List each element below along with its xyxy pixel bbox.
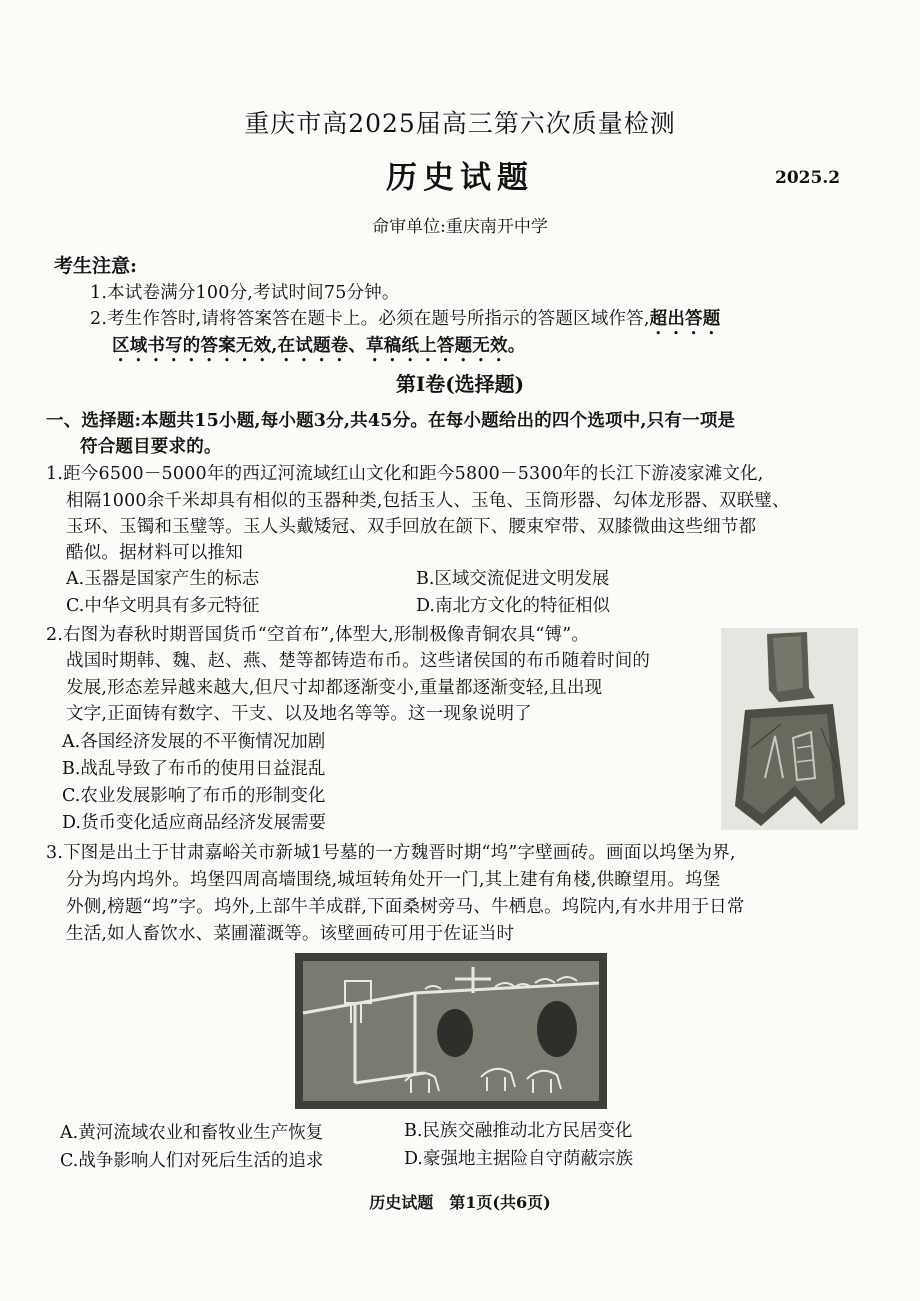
q1-stem-line-2: 相隔1000余千米却具有相似的玉器种类,包括玉人、玉龟、玉筒形器、勾体龙形器、双联璧、: [66, 491, 790, 511]
q1-option-b[interactable]: B.区域交流促进文明发展: [416, 569, 610, 589]
q1-option-d[interactable]: D.南北方文化的特征相似: [416, 596, 610, 616]
exam-date: 2025.2: [775, 168, 841, 188]
q3-stem-line-1: 3.下图是出土于甘肃嘉峪关市新城1号墓的一方魏晋时期“坞”字壁画砖。画面以坞堡为界,: [46, 843, 736, 863]
q2-stem-line-1: 2.右图为春秋时期晋国货币“空首布”,体型大,形制极像青铜农具“镈”。: [46, 625, 590, 645]
notice-item-2-text: 2.考生作答时,请将答案答在题卡上。必须在题号所指示的答题区域作答,: [90, 309, 650, 329]
q1-option-c[interactable]: C.中华文明具有多元特征: [66, 596, 260, 616]
q2-option-a[interactable]: A.各国经济发展的不平衡情况加剧: [62, 732, 326, 752]
spade-coin-image: [721, 628, 858, 830]
q1-stem-line-4: 酷似。据材料可以推知: [66, 543, 243, 563]
exam-title: 重庆市高2025届高三第六次质量检测: [244, 109, 676, 138]
q2-stem-line-3: 发展,形态差异越来越大,但尺寸却都逐渐变小,重量都逐渐变轻,且出现: [66, 678, 603, 698]
q2-option-b[interactable]: B.战乱导致了布币的使用日益混乱: [62, 759, 326, 779]
q1-option-a[interactable]: A.玉器是国家产生的标志: [66, 569, 260, 589]
q3-stem-line-3: 外侧,榜题“坞”字。坞外,上部牛羊成群,下面桑树旁马、牛栖息。坞院内,有水井用于日常: [66, 897, 745, 917]
q3-option-d[interactable]: D.豪强地主据险自守荫蔽宗族: [404, 1149, 633, 1169]
mural-brick-image: [295, 953, 607, 1109]
notice-item-1: 1.本试卷满分100分,考试时间75分钟。: [90, 283, 400, 303]
subject-title: 历史试题: [386, 160, 534, 196]
notice-heading: 考生注意:: [54, 255, 138, 277]
notice-item-2-cont: 区域书写的答案无效,在试题卷、草稿纸上答题无效。: [112, 336, 526, 356]
q3-stem-line-4: 生活,如人畜饮水、菜圃灌溉等。该壁画砖可用于佐证当时: [66, 924, 515, 944]
q2-stem-line-4: 文字,正面铸有数字、干支、以及地名等等。这一现象说明了: [66, 704, 532, 724]
q2-option-c[interactable]: C.农业发展影响了布币的形制变化: [62, 786, 326, 806]
q3-option-a[interactable]: A.黄河流域农业和畜牧业生产恢复: [60, 1123, 324, 1143]
q2-stem-line-2: 战国时期韩、魏、赵、燕、楚等都铸造布币。这些诸侯国的布币随着时间的: [66, 651, 651, 671]
q3-option-b[interactable]: B.民族交融推动北方民居变化: [404, 1121, 633, 1141]
q2-option-d[interactable]: D.货币变化适应商品经济发展需要: [62, 813, 326, 833]
section-instruction: 一、选择题:本题共15小题,每小题3分,共45分。在每小题给出的四个选项中,只有一项是: [46, 411, 736, 431]
q1-stem-line-1: 1.距今6500－5000年的西辽河流域红山文化和距今5800－5300年的长江下游凌家滩文化,: [46, 464, 764, 484]
setter-unit: 命审单位:重庆南开中学: [372, 217, 548, 237]
q3-stem-line-2: 分为坞内坞外。坞堡四周高墙围绕,城垣转角处开一门,其上建有角楼,供瞭望用。坞堡: [66, 870, 721, 890]
section-instruction-cont: 符合题目要求的。: [80, 437, 222, 457]
q3-option-c[interactable]: C.战争影响人们对死后生活的追求: [60, 1151, 324, 1171]
page-footer: 历史试题 第1页(共6页): [369, 1193, 551, 1212]
section-title: 第Ⅰ卷(选择题): [395, 372, 525, 396]
q1-stem-line-3: 玉环、玉镯和玉璧等。玉人头戴矮冠、双手回放在颌下、腰束窄带、双膝微曲这些细节都: [66, 517, 757, 537]
notice-item-2-emph: 超出答题: [649, 309, 721, 329]
